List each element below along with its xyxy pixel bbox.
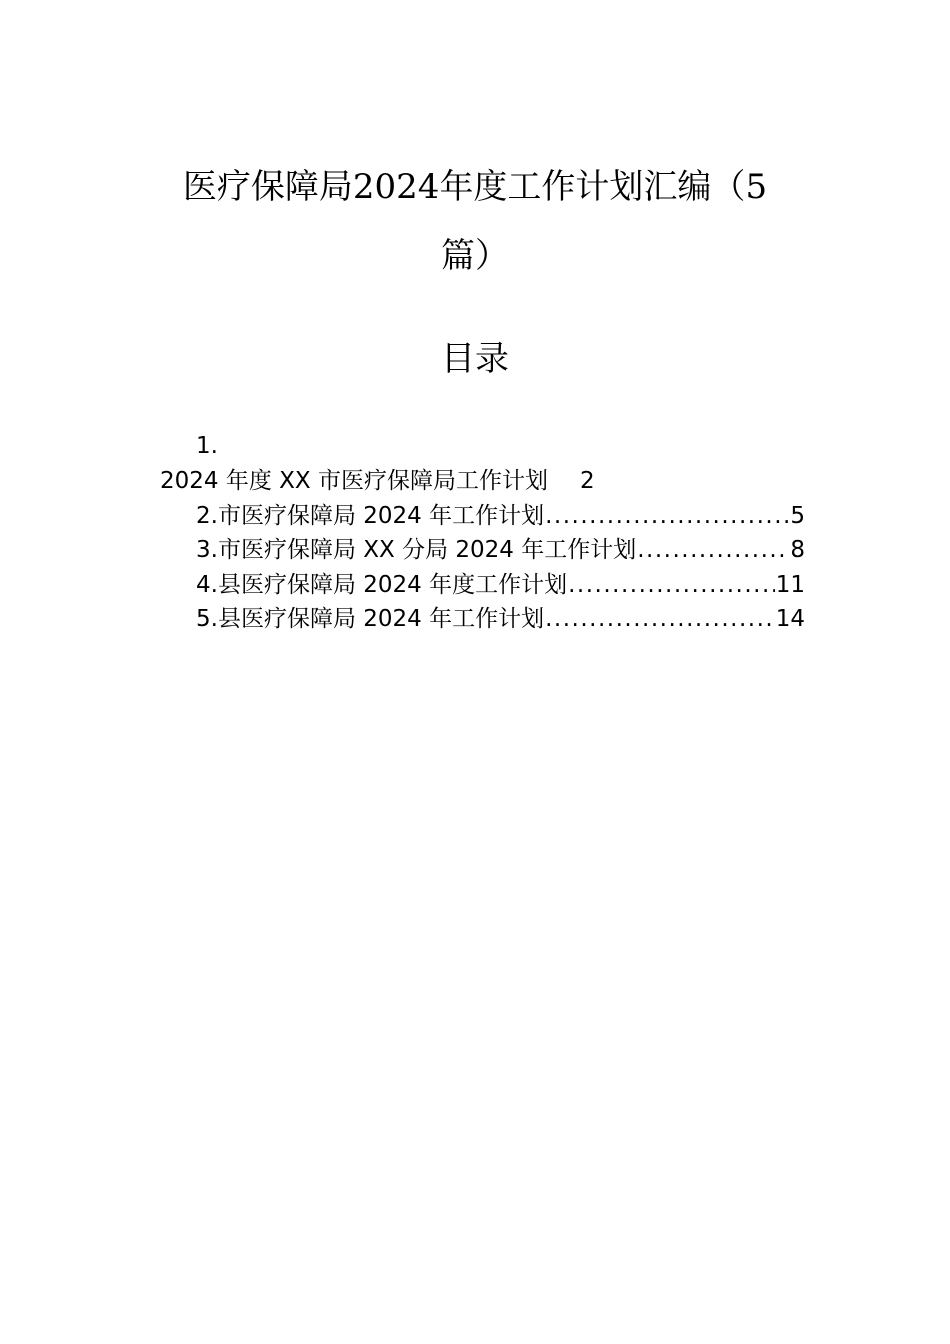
title-suffix: 年度工作计划汇编（ (439, 167, 746, 207)
toc-entry-5-text: 县医疗保障局 2024 年工作计划 (217, 606, 545, 632)
toc-dot-leader (545, 608, 775, 631)
toc-entry-3-number: 3. (196, 537, 218, 563)
toc-entry-2[interactable] (196, 505, 805, 528)
toc-entry-3-page: 8 (790, 537, 805, 563)
toc-dot-leader (568, 574, 775, 597)
toc-entry-2-text: 市医疗保障局 2024 年工作计划 (217, 503, 545, 529)
toc-entry-1-number[interactable]: 1. (196, 433, 218, 459)
toc-entry-2-number: 2. (196, 503, 218, 529)
toc-entry-1[interactable] (160, 470, 595, 493)
toc-entry-2-page: 5 (790, 503, 805, 529)
toc-entry-5-page: 14 (775, 606, 805, 632)
toc-entry-1-page: 2 (579, 468, 595, 494)
title-year: 2024 (352, 167, 440, 207)
toc-dot-leader (545, 505, 789, 528)
title-prefix: 医疗保障局 (182, 167, 353, 207)
toc-entry-3[interactable] (196, 539, 805, 562)
toc-entry-4-page: 11 (775, 572, 805, 598)
toc-entry-3-text: 市医疗保障局 XX 分局 2024 年工作计划 (217, 537, 637, 563)
toc-entry-4-text: 县医疗保障局 2024 年度工作计划 (217, 572, 568, 598)
toc-dot-leader (637, 539, 789, 562)
toc-entry-4-number: 4. (196, 572, 218, 598)
toc-entry-5[interactable] (196, 608, 805, 631)
toc-entry-4[interactable] (196, 574, 805, 597)
toc-entry-5-number: 5. (196, 606, 218, 632)
title-count: 5 (745, 167, 768, 207)
toc-entry-1-text: 2024 年度 XX 市医疗保障局工作计划 (160, 468, 548, 494)
document-title-line-2: 篇） (441, 236, 509, 276)
toc-heading: 目录 (441, 339, 509, 379)
